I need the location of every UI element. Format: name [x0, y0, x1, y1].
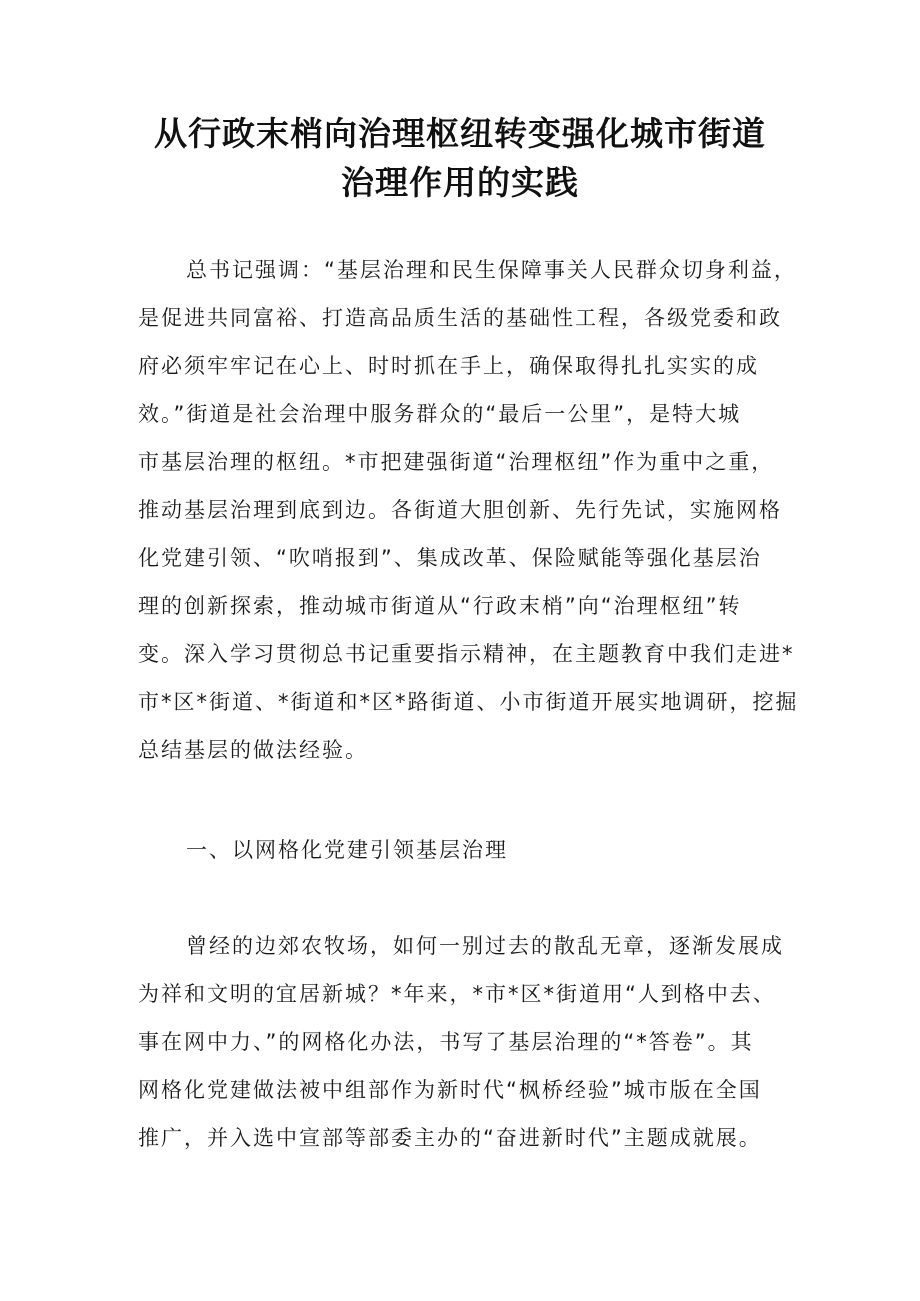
- paragraph-line: 事在网中力、”的网格化办法，书写了基层治理的“*答卷”。其: [138, 1030, 754, 1054]
- section-heading-text: 一、以网格化党建引领基层治理: [186, 838, 508, 862]
- paragraph-line: 总书记强调：“基层治理和民生保障事关人民群众切身利益，: [186, 258, 797, 282]
- paragraph-line: 是促进共同富裕、打造高品质生活的基础性工程，各级党委和政: [138, 306, 782, 330]
- paragraph-line: 网格化党建做法被中组部作为新时代“枫桥经验”城市版在全国: [138, 1078, 762, 1102]
- paragraph-line: 推动基层治理到底到边。各街道大胆创新、先行先试，实施网格: [138, 498, 782, 522]
- paragraph-line: 推广，并入选中宣部等部委主办的“奋进新时代”主题成就展。: [138, 1126, 762, 1150]
- paragraph-section-1: [138, 922, 792, 1162]
- paragraph-line: 效。”街道是社会治理中服务群众的“最后一公里”，是特大城: [138, 402, 742, 426]
- paragraph-intro: [138, 246, 799, 774]
- paragraph-line: 市基层治理的枢纽。*市把建强街道“治理枢纽”作为重中之重，: [138, 450, 775, 474]
- paragraph-line: 化党建引领、“吹哨报到”、集成改革、保险赋能等强化基层治: [138, 546, 762, 570]
- paragraph-line: 曾经的边郊农牧场，如何一别过去的散乱无章，逐渐发展成: [186, 934, 784, 958]
- paragraph-line: 府必须牢牢记在心上、时时抓在手上，确保取得扎扎实实的成: [138, 354, 759, 378]
- document-title-line-1: 从行政末梢向治理枢纽转变强化城市街道: [154, 114, 766, 153]
- paragraph-line: 变。深入学习贯彻总书记重要指示精神，在主题教育中我们走进*: [138, 642, 795, 666]
- paragraph-line: 理的创新探索，推动城市街道从“行政末梢”向“治理枢纽”转: [138, 594, 742, 618]
- paragraph-line: 总结基层的做法经验。: [138, 738, 368, 762]
- paragraph-line: 市*区*街道、*街道和*区*路街道、小市街道开展实地调研，挖掘: [138, 690, 799, 714]
- document-title-line-2: 治理作用的实践: [341, 163, 579, 202]
- paragraph-line: 为祥和文明的宜居新城？*年来，*市*区*街道用“人到格中去、: [138, 982, 776, 1006]
- section-heading-1: [138, 826, 792, 874]
